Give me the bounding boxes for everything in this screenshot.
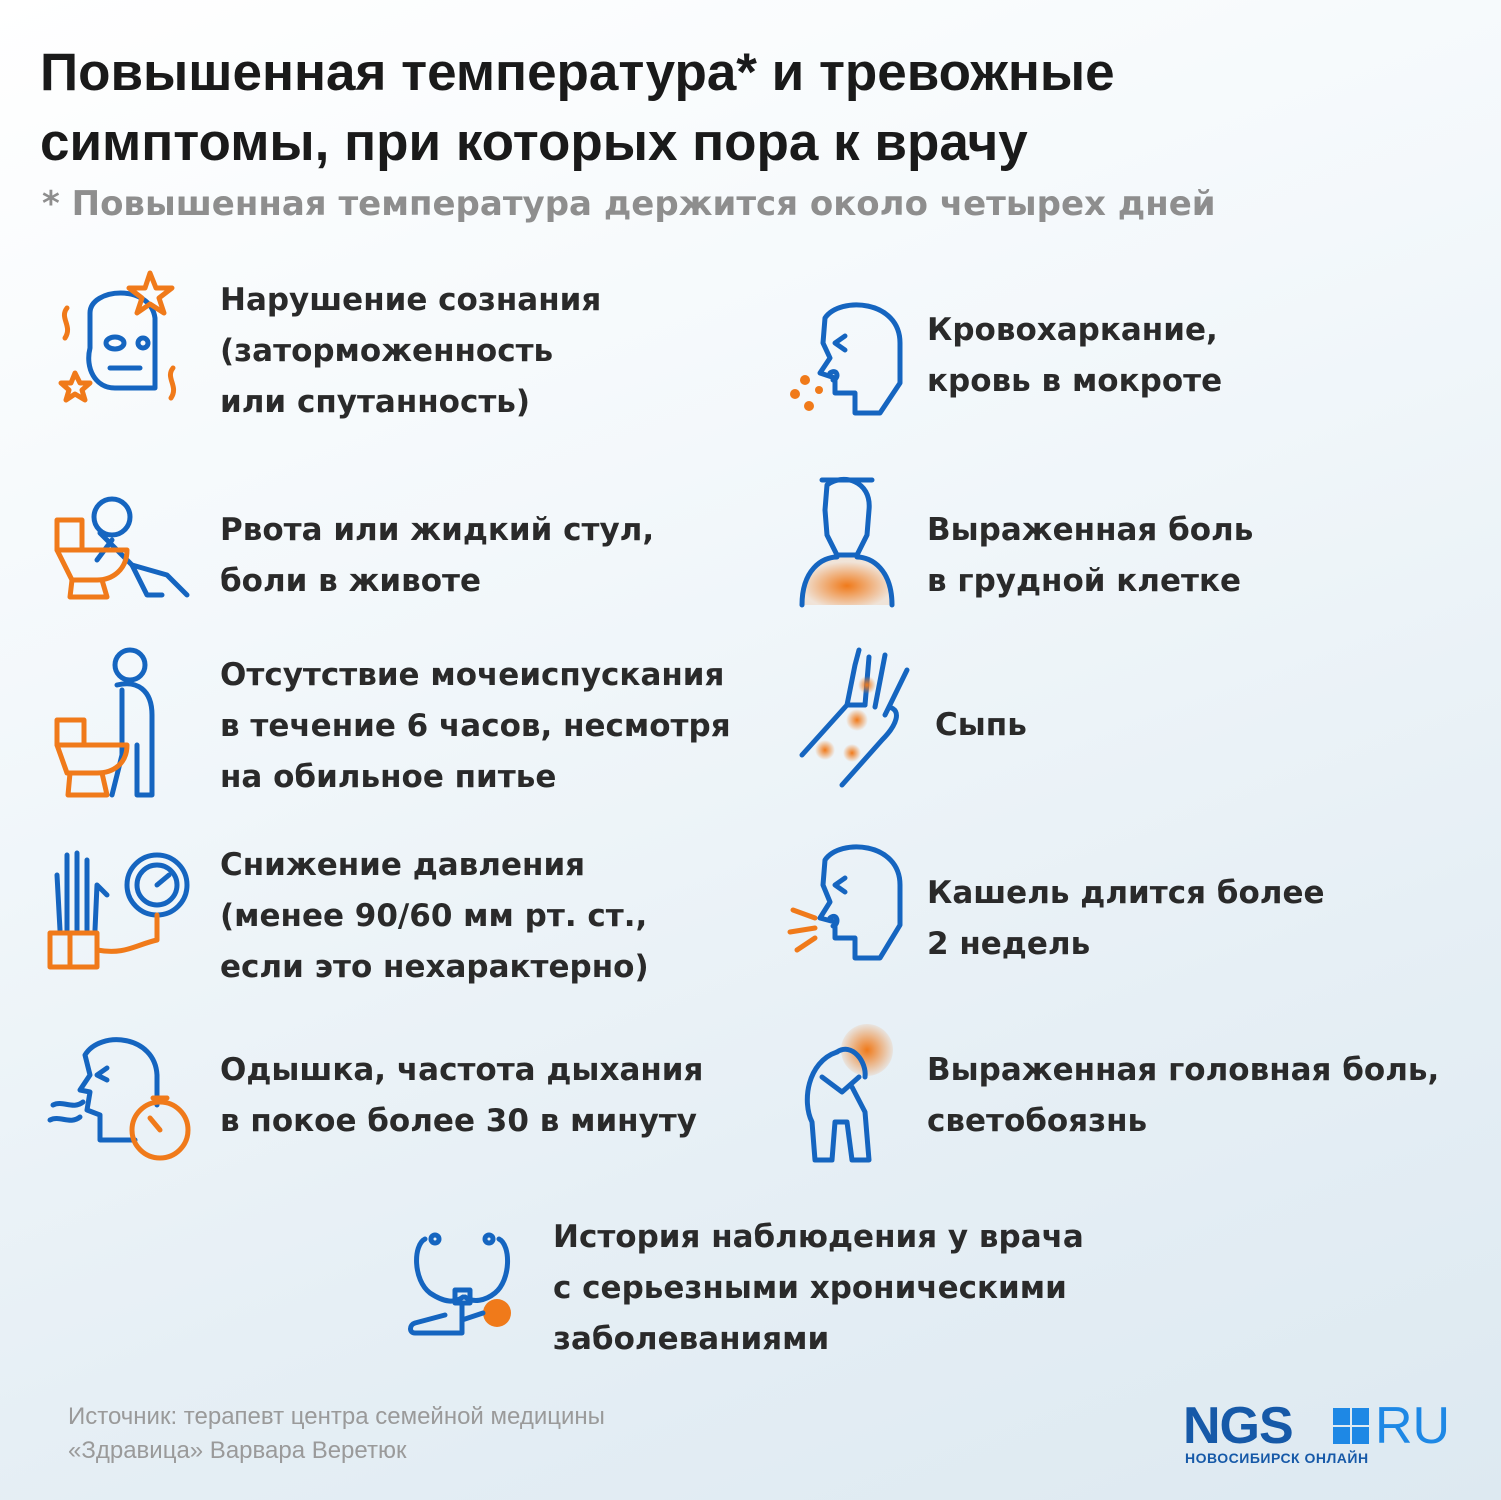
stethoscope-icon [405,1225,520,1345]
coughing-blood-icon [785,298,910,420]
symptom-text-line: 2 недель [927,926,1091,962]
logo-subtitle: НОВОСИБИРСК ОНЛАЙН [1185,1450,1369,1466]
symptom-text-line: (менее 90/60 мм рт. ст., [220,898,648,934]
title-line-2: симптомы, при которых пора к врачу [40,113,1028,172]
rash-arm-icon [797,645,917,790]
symptom-text-line: боли в животе [220,563,482,599]
shortness-of-breath-icon [45,1030,195,1165]
symptom-text-line: Кашель длится более [927,875,1325,911]
cough-icon [785,840,910,965]
title-line-1: Повышенная температура* и тревожные [40,43,1115,102]
symptom-text-line: если это нехарактерно) [220,949,649,985]
symptom-text-line: на обильное питье [220,759,557,795]
symptom-text-line: Рвота или жидкий стул, [220,512,655,548]
symptom-text-line: кровь в мокроте [927,363,1223,399]
symptom-text-line: в покое более 30 в минуту [220,1103,697,1139]
source-line-2: «Здравица» Варвара Веретюк [68,1437,407,1464]
symptom-text-line: Нарушение сознания [220,282,602,318]
logo-ru-text: RU [1375,1397,1451,1455]
symptom-text-line: Выраженная головная боль, [927,1052,1440,1088]
symptom-text-line: заболеваниями [553,1321,830,1357]
source-note [68,1400,605,1468]
headache-icon [797,1022,897,1162]
symptom-text-line: История наблюдения у врача [553,1219,1084,1255]
urination-toilet-icon [52,645,162,800]
symptom-text-line: с серьезными хроническими [553,1270,1067,1306]
symptom-text-line: Снижение давления [220,847,586,883]
vomiting-toilet-icon [52,495,192,605]
confused-head-icon [55,268,180,418]
symptom-text-line: Выраженная боль [927,512,1254,548]
ngs-logo [1183,1397,1463,1470]
symptom-text-line: светобоязнь [927,1103,1148,1139]
page-subtitle: * Повышенная температура держится около четырех дней [42,184,1216,224]
symptom-text-line: Кровохаркание, [927,312,1218,348]
symptom-text-line: Сыпь [935,707,1027,743]
page-title [40,38,1340,178]
symptom-text-line: (заторможенность [220,333,554,369]
symptom-text-line: в грудной клетке [927,563,1242,599]
blood-pressure-icon [45,845,193,970]
symptom-text-line: или спутанность) [220,384,531,420]
symptom-text-line: Отсутствие мочеиспускания [220,657,725,693]
symptom-text-line: в течение 6 часов, несмотря [220,708,731,744]
logo-square-icon [1333,1408,1369,1444]
symptom-text-line: Одышка, частота дыхания [220,1052,704,1088]
logo-ngs-text: NGS [1183,1397,1293,1455]
source-line-1: Источник: терапевт центра семейной медицины [68,1403,605,1430]
chest-pain-icon [797,475,897,607]
